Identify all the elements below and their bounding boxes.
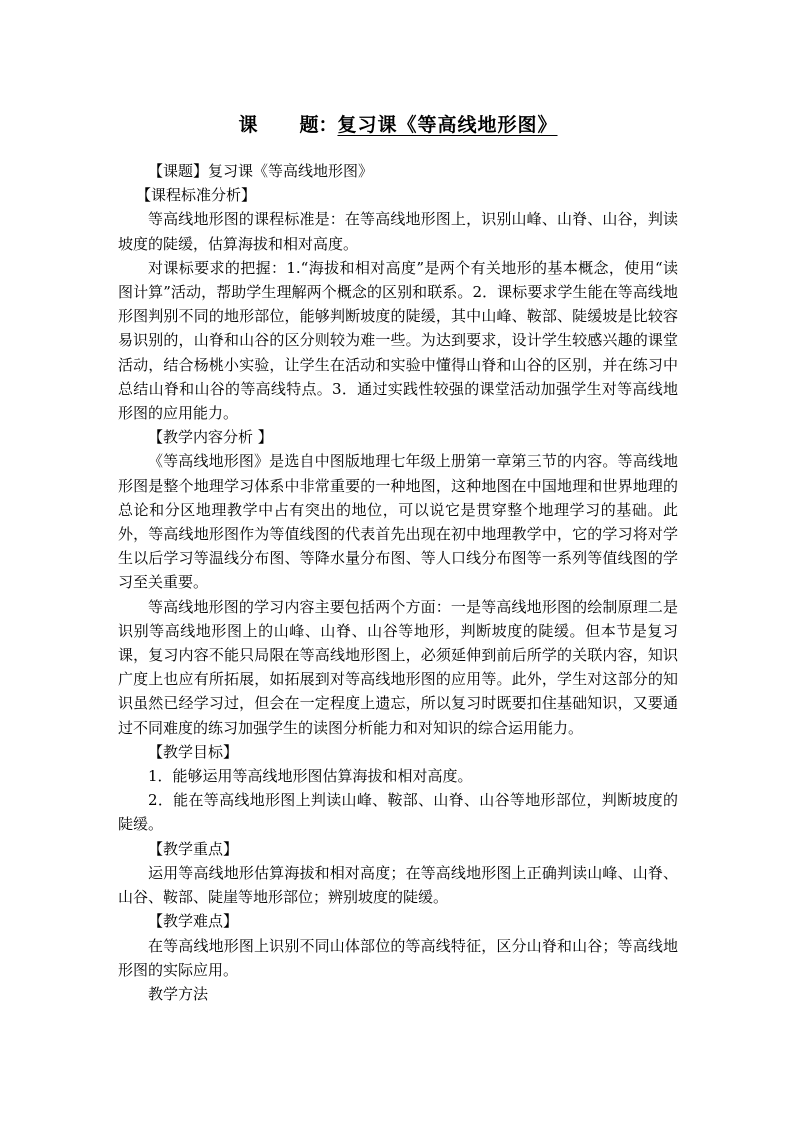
objective-item-1: 1．能够运用等高线地形图估算海拔和相对高度。 (148, 767, 473, 786)
page-title (118, 110, 678, 137)
paragraph-curriculum-grasp: 对课标要求的把握：1.“海拔和相对高度”是两个有关地形的基本概念，使用“读图计算”活动，帮助学生理解两个概念的区别和联系。2．课标要求学生能在等高线地形图判别不同的地形部位，能够判断坡度的陡缓，其中山峰、鞍部、陡缓坡是比较容易识别的，山脊和山谷的区分则较为难一些。为达到要求，设计学生较感兴趣的课堂活动，结合杨桃小实验，让学生在活动和实验中懂得山脊和山谷的区别，并在练习中总结山脊和山谷的等高线特点。3．通过实践性较强的课堂活动加强学生对等高线地形图的应用能力。 (118, 258, 678, 423)
document-page (118, 110, 678, 1006)
section-heading-methods: 教学方法 (148, 984, 209, 1003)
lesson-topic-line: 【课题】复习课《等高线地形图》 (148, 162, 374, 180)
section-heading-difficulties: 【教学难点】 (148, 912, 239, 931)
title-text: 复习课《等高线地形图》 (337, 114, 558, 136)
section-heading-key-points: 【教学重点】 (148, 839, 239, 858)
paragraph-key-points: 运用等高线地形估算海拔和相对高度；在等高线地形图上正确判读山峰、山脊、山谷、鞍部、陡崖等地形部位；辨别坡度的陡缓。 (118, 863, 678, 907)
title-label-1: 课 (238, 114, 258, 136)
section-heading-curriculum: 【课程标准分析】 (136, 186, 257, 205)
section-heading-objectives: 【教学目标】 (148, 742, 239, 761)
section-heading-content-analysis: 【教学内容分析 】 (148, 428, 273, 447)
paragraph-content-analysis-1: 《等高线地形图》是选自中图版地理七年级上册第一章第三节的内容。等高线地形图是整个地理学习体系中非常重要的一种地图，这种地图在中国地理和世界地理的总论和分区地理教学中占有突出的地位，可以说它是贯穿整个地理学习的基础。此外，等高线地形图作为等值线图的代表首先出现在初中地理教学中，它的学习将对学生以后学习等温线分布图、等降水量分布图、等人口线分布图等一系列等值线图的学习至关重要。 (118, 452, 678, 592)
objective-item-2: 2．能在等高线地形图上判读山峰、鞍部、山脊、山谷等地形部位，判断坡度的陡缓。 (118, 791, 678, 834)
title-label-2: 题： (299, 114, 338, 136)
paragraph-curriculum-standard: 等高线地形图的课程标准是：在等高线地形图上，识别山峰、山脊、山谷，判读坡度的陡缓，估算海拔和相对高度。 (118, 210, 678, 253)
paragraph-content-analysis-2: 等高线地形图的学习内容主要包括两个方面：一是等高线地形图的绘制原理二是识别等高线地形图上的山峰、山脊、山谷等地形，判断坡度的陡缓。但本节是复习课，复习内容不能只局限在等高线地形图上，必须延伸到前后所学的关联内容，知识广度上也应有所拓展，如拓展到对等高线地形图的应用等。此外，学生对这部分的知识虽然已经学习过，但会在一定程度上遗忘，所以复习时既要扣住基础知识，又要通过不同难度的练习加强学生的读图分析能力和对知识的综合运用能力。 (118, 597, 678, 737)
paragraph-difficulties: 在等高线地形图上识别不同山体部位的等高线特征，区分山脊和山谷；等高线地形图的实际应用。 (118, 936, 678, 979)
